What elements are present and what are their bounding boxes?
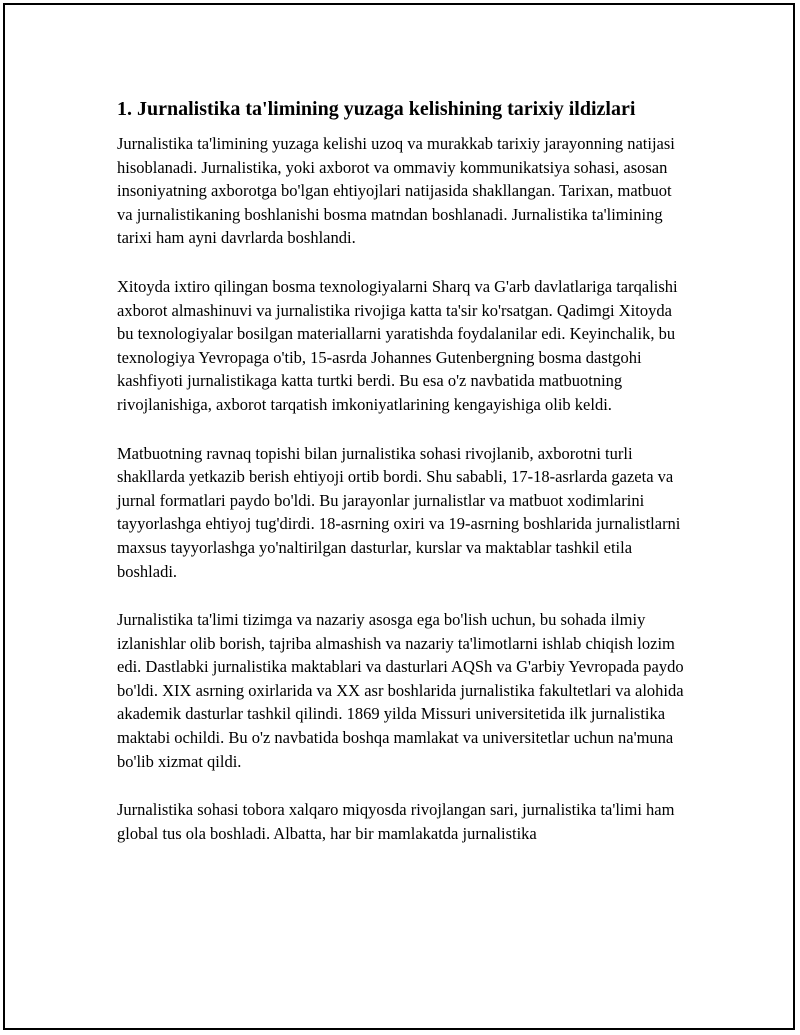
paragraph-4: Jurnalistika ta'limi tizimga va nazariy asosga ega bo'lish uchun, bu sohada ilmiy izlanishlar olib borish, tajriba almashish va nazariy ta'limotlarni ishlab chiqish lozim edi. Dastlabki jurnalistika maktablari va dasturlari AQSh va G'arbiy Yevropada paydo bo'ldi. XIX asrning oxirlarida va XX asr boshlarida jurnalistika fakultetlari va alohida akademik dasturlar tashkil qilindi. 1869 yilda Missuri universitetida ilk jurnalistika maktabi ochildi. Bu o'z navbatida boshqa mamlakat va universitetlar uchun na'muna bo'lib xizmat qildi.: [117, 610, 684, 771]
paragraph-3: Matbuotning ravnaq topishi bilan jurnalistika sohasi rivojlanib, axborotni turli shakllarda yetkazib berish ehtiyoji ortib bordi. Shu sababli, 17-18-asrlarda gazeta va jurnal formatlari paydo bo'ldi. Bu jarayonlar jurnalistlar va matbuot xodimlarini tayyorlashga ehtiyoj tug'dirdi. 18-asrning oxiri va 19-asrning boshlarida jurnalistlarni maxsus tayyorlashga yo'naltirilgan dasturlar, kurslar va maktablar tashkil etila boshladi.: [117, 443, 681, 581]
document-body: [117, 96, 687, 870]
paragraph-5: Jurnalistika sohasi tobora xalqaro miqyosda rivojlangan sari, jurnalistika ta'limi ham global tus ola boshladi. Albatta, har bir mamlakatda jurnalistika: [117, 800, 675, 843]
section-heading: 1. Jurnalistika ta'limining yuzaga kelishining tarixiy ildizlari: [117, 98, 636, 120]
paragraph-1: Jurnalistika ta'limining yuzaga kelishi uzoq va murakkab tarixiy jarayonning natijasi hisoblanadi. Jurnalistika, yoki axborot va ommaviy kommunikatsiya sohasi, asosan insoniyatning axborotga bo'lgan ehtiyojlari natijasida shakllangan. Tarixan, matbuot va jurnalistikaning boshlanishi bosma matndan boshlanadi. Jurnalistika ta'limining tarixi ham ayni davrlarda boshlandi.: [117, 134, 675, 248]
paragraph-2: Xitoyda ixtiro qilingan bosma texnologiyalarni Sharq va G'arb davlatlariga tarqalishi axborot almashinuvi va jurnalistika rivojiga katta ta'sir ko'rsatgan. Qadimgi Xitoyda bu texnologiyalar bosilgan materiallarni yaratishda foydalanilar edi. Keyinchalik, bu texnologiya Yevropaga o'tib, 15-asrda Johannes Gutenbergning bosma dastgohi kashfiyoti jurnalistikaga katta turtki berdi. Bu esa o'z navbatida matbuotning rivojlanishiga, axborot tarqatish imkoniyatlarining kengayishiga olib keldi.: [117, 276, 678, 414]
